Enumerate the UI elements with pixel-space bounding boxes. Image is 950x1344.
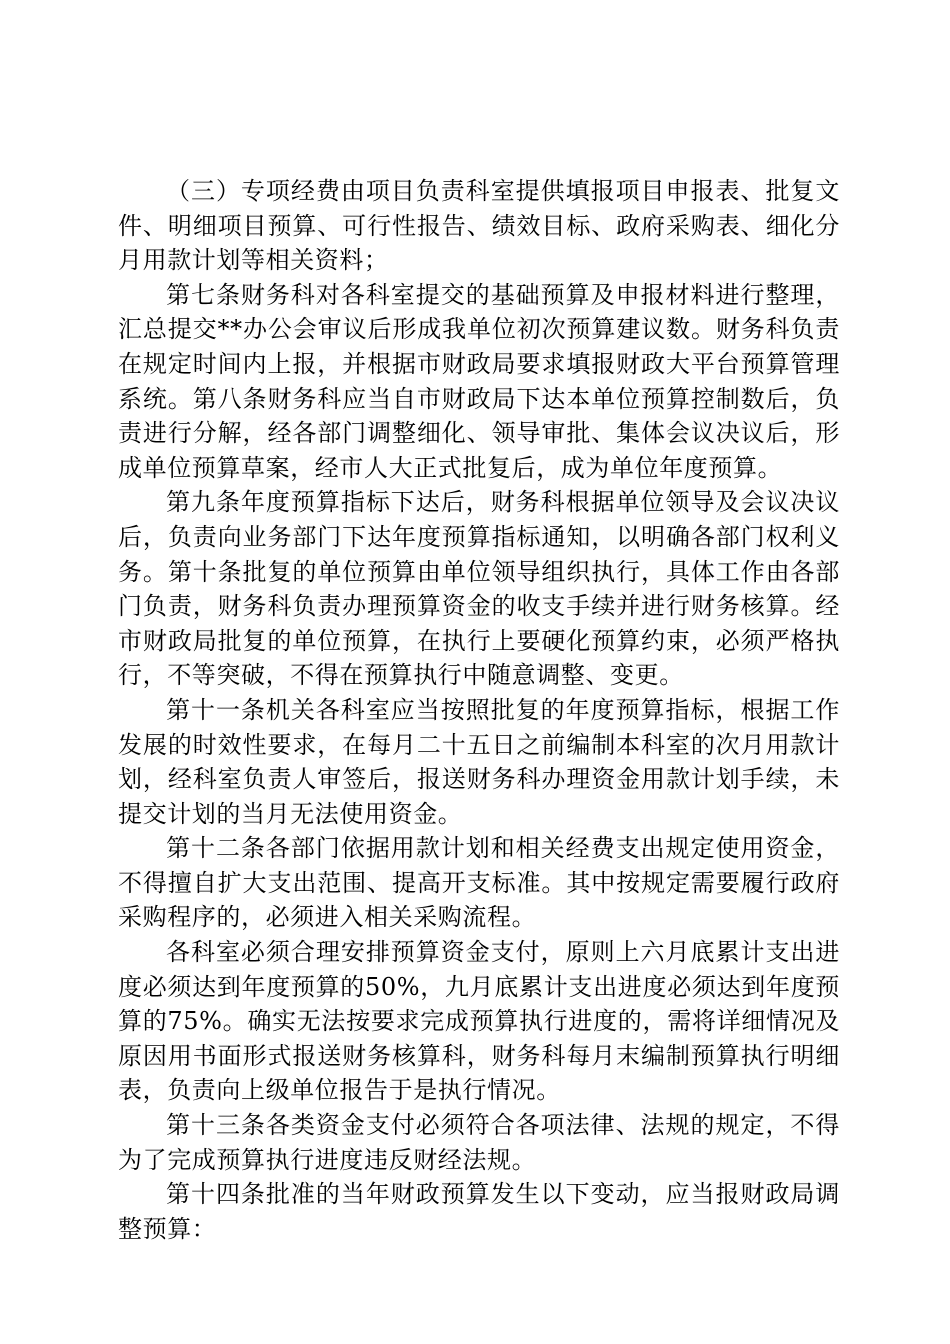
document-body — [118, 174, 840, 1246]
paragraph-special-funds: （三）专项经费由项目负责科室提供填报项目申报表、批复文件、明细项目预算、可行性报告、绩效目标、政府采购表、细化分月用款计划等相关资料； — [118, 177, 840, 275]
paragraph-article-11: 第十一条机关各科室应当按照批复的年度预算指标，根据工作发展的时效性要求，在每月二十五日之前编制本科室的次月用款计划，经科室负责人审签后，报送财务科办理资金用款计划手续，未提交计划的当月无法使用资金。 — [118, 695, 840, 828]
paragraph-article-9-10: 第九条年度预算指标下达后，财务科根据单位领导及会议决议后，负责向业务部门下达年度预算指标通知，以明确各部门权利义务。第十条批复的单位预算由单位领导组织执行，具体工作由各部门负责，财务科负责办理预算资金的收支手续并进行财务核算。经市财政局批复的单位预算，在执行上要硬化预算约束，必须严格执行，不等突破，不得在预算执行中随意调整、变更。 — [118, 488, 840, 690]
paragraph-article-12: 第十二条各部门依据用款计划和相关经费支出规定使用资金，不得擅自扩大支出范围、提高开支标准。其中按规定需要履行政府采购程序的，必须进入相关采购流程。 — [118, 834, 840, 932]
paragraph-article-14: 第十四条批准的当年财政预算发生以下变动，应当报财政局调整预算： — [118, 1180, 840, 1243]
paragraph-payment-progress: 各科室必须合理安排预算资金支付，原则上六月底累计支出进度必须达到年度预算的50%，九月底累计支出进度必须达到年度预算的75%。确实无法按要求完成预算执行进度的，需将详细情况及原因用书面形式报送财务核算科，财务科每月末编制预算执行明细表，负责向上级单位报告于是执行情况。 — [118, 938, 840, 1105]
paragraph-article-7-8: 第七条财务科对各科室提交的基础预算及申报材料进行整理，汇总提交**办公会审议后形成我单位初次预算建议数。财务科负责在规定时间内上报，并根据市财政局要求填报财政大平台预算管理系统。第八条财务科应当自市财政局下达本单位预算控制数后，负责进行分解，经各部门调整细化、领导审批、集体会议决议后，形成单位预算草案，经市人大正式批复后，成为单位年度预算。 — [118, 280, 840, 482]
paragraph-article-13: 第十三条各类资金支付必须符合各项法律、法规的规定，不得为了完成预算执行进度违反财经法规。 — [118, 1111, 840, 1174]
